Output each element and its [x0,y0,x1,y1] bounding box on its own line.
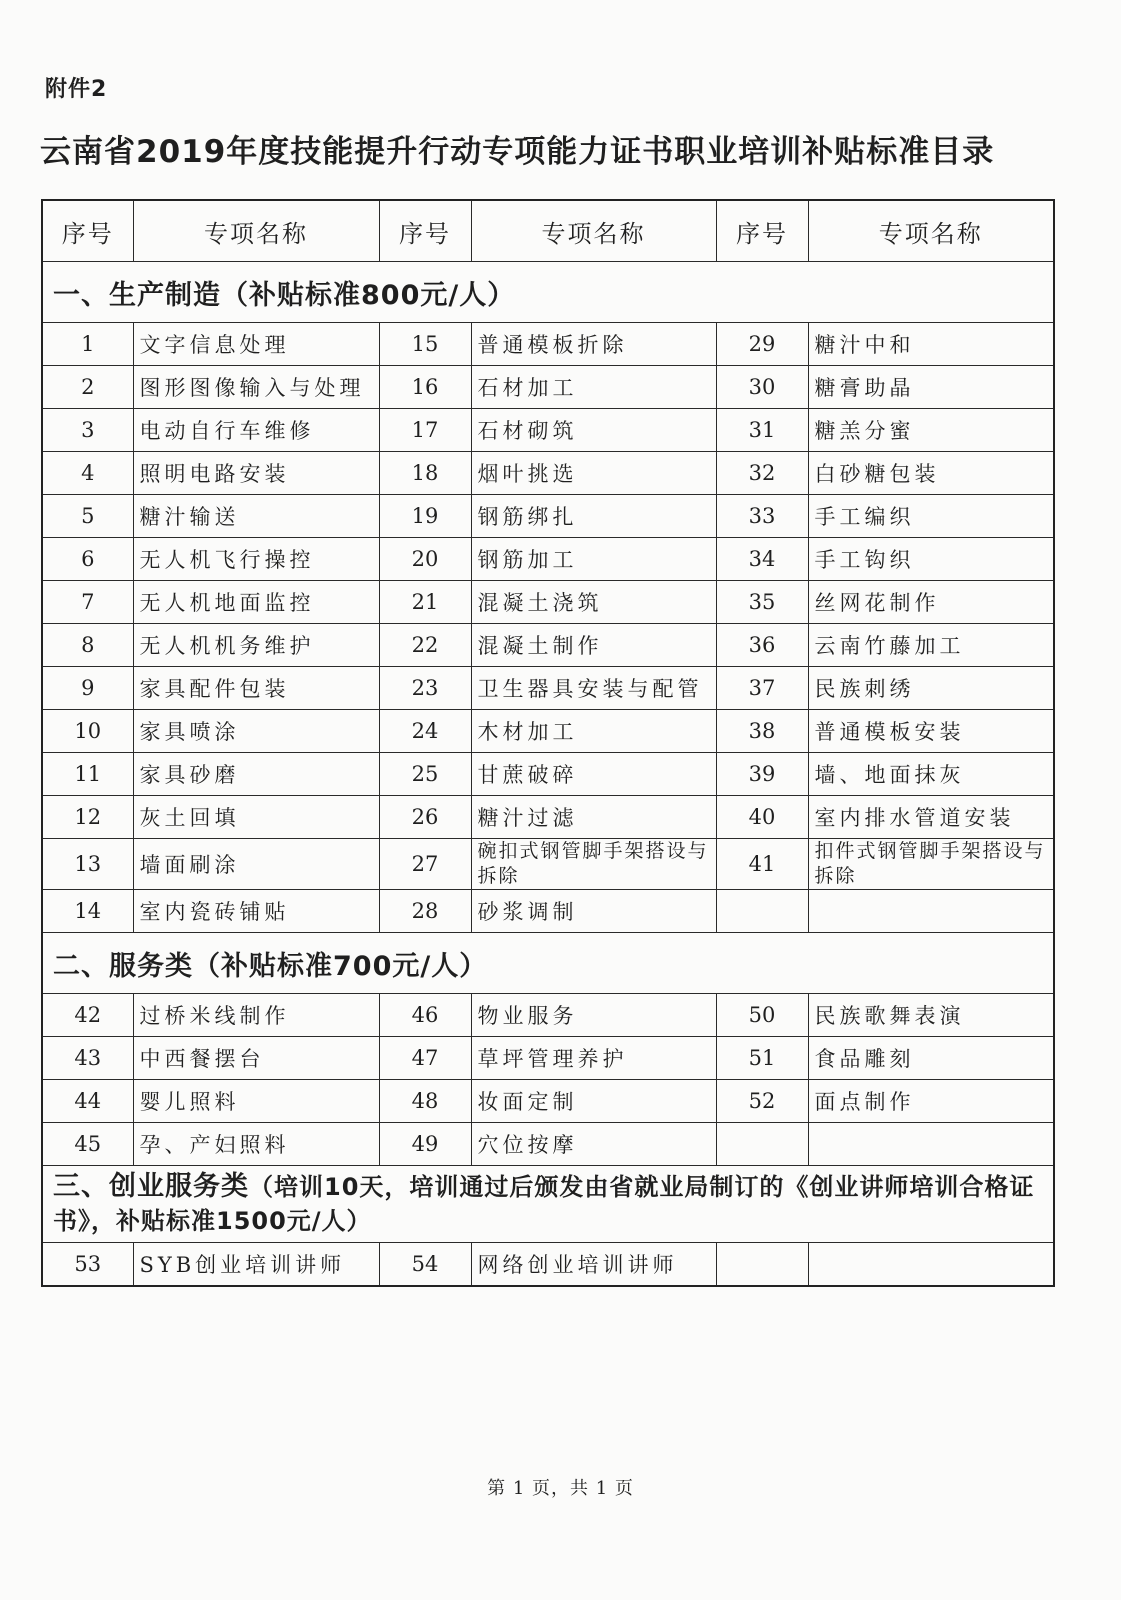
subsidy-table [41,199,1055,1287]
item-name: 混凝土浇筑 [471,581,716,624]
item-name: 家具配件包装 [133,667,379,710]
item-name: SYB创业培训讲师 [133,1243,379,1287]
table-row [42,994,1054,1037]
item-number: 48 [379,1080,471,1123]
item-number: 19 [379,495,471,538]
item-number: 40 [716,796,808,839]
item-name: 木材加工 [471,710,716,753]
item-number: 50 [716,994,808,1037]
table-row [42,581,1054,624]
item-name: 室内排水管道安装 [808,796,1054,839]
table-header-row [42,200,1054,262]
item-number: 9 [42,667,133,710]
table-row [42,1243,1054,1287]
item-name: 糖膏助晶 [808,366,1054,409]
item-name: 石材加工 [471,366,716,409]
header-cell: 序号 [716,200,808,262]
item-number: 52 [716,1080,808,1123]
item-number: 43 [42,1037,133,1080]
item-name: 图形图像输入与处理 [133,366,379,409]
header-cell: 专项名称 [133,200,379,262]
item-name: 无人机飞行操控 [133,538,379,581]
item-name: 糖羔分蜜 [808,409,1054,452]
item-name [808,1243,1054,1287]
item-name: 云南竹藤加工 [808,624,1054,667]
item-name: 卫生器具安装与配管 [471,667,716,710]
item-number: 44 [42,1080,133,1123]
item-number: 15 [379,323,471,366]
item-number: 2 [42,366,133,409]
item-name: 白砂糖包装 [808,452,1054,495]
item-number: 7 [42,581,133,624]
item-name: 孕、产妇照料 [133,1123,379,1166]
item-number: 18 [379,452,471,495]
item-number: 42 [42,994,133,1037]
table-row [42,796,1054,839]
item-number: 30 [716,366,808,409]
table-row [42,753,1054,796]
item-name: 钢筋绑扎 [471,495,716,538]
item-number: 13 [42,839,133,890]
item-number: 29 [716,323,808,366]
item-name: 家具砂磨 [133,753,379,796]
table-row [42,323,1054,366]
item-number: 35 [716,581,808,624]
item-name: 民族歌舞表演 [808,994,1054,1037]
attachment-label: 附件2 [45,77,108,102]
item-name: 灰土回填 [133,796,379,839]
section-heading-row [42,262,1054,323]
item-number: 12 [42,796,133,839]
page-footer: 第 1 页，共 1 页 [487,1478,634,1499]
table-row [42,366,1054,409]
table-row [42,538,1054,581]
header-cell: 专项名称 [471,200,716,262]
header-cell: 序号 [379,200,471,262]
item-name: 糖汁过滤 [471,796,716,839]
item-number: 20 [379,538,471,581]
item-name: 文字信息处理 [133,323,379,366]
item-name: 食品雕刻 [808,1037,1054,1080]
table-row [42,624,1054,667]
item-name: 妆面定制 [471,1080,716,1123]
table-row [42,1080,1054,1123]
item-name: 过桥米线制作 [133,994,379,1037]
item-name: 甘蔗破碎 [471,753,716,796]
section-title: 三、创业服务类 [53,1171,249,1202]
section-title: 一、生产制造（补贴标准800元/人） [53,279,516,311]
section-heading [42,1166,1054,1243]
item-number: 54 [379,1243,471,1287]
page-title: 云南省2019年度技能提升行动专项能力证书职业培训补贴标准目录 [40,134,995,170]
item-name: 面点制作 [808,1080,1054,1123]
table-row [42,495,1054,538]
item-number [716,1243,808,1287]
item-number: 47 [379,1037,471,1080]
item-number: 49 [379,1123,471,1166]
item-number: 11 [42,753,133,796]
item-name: 普通模板安装 [808,710,1054,753]
item-name: 糖汁输送 [133,495,379,538]
item-name: 穴位按摩 [471,1123,716,1166]
item-name: 物业服务 [471,994,716,1037]
item-name: 电动自行车维修 [133,409,379,452]
header-cell: 专项名称 [808,200,1054,262]
item-number: 1 [42,323,133,366]
item-name: 室内瓷砖铺贴 [133,890,379,933]
item-number: 14 [42,890,133,933]
item-number: 45 [42,1123,133,1166]
item-name [808,1123,1054,1166]
table-row [42,1037,1054,1080]
item-name: 碗扣式钢管脚手架搭设与拆除 [471,839,716,890]
item-number: 23 [379,667,471,710]
item-name [808,890,1054,933]
item-number: 3 [42,409,133,452]
item-number: 17 [379,409,471,452]
item-name: 混凝土制作 [471,624,716,667]
item-number: 46 [379,994,471,1037]
section-heading [42,262,1054,323]
header-cell: 序号 [42,200,133,262]
item-number: 41 [716,839,808,890]
item-number: 5 [42,495,133,538]
item-number: 37 [716,667,808,710]
item-number: 6 [42,538,133,581]
item-number: 16 [379,366,471,409]
item-name: 中西餐摆台 [133,1037,379,1080]
item-name: 家具喷涂 [133,710,379,753]
item-name: 手工钩织 [808,538,1054,581]
item-number: 21 [379,581,471,624]
table-row [42,839,1054,890]
item-number: 25 [379,753,471,796]
section-heading-row [42,933,1054,994]
item-name: 婴儿照料 [133,1080,379,1123]
table-row [42,890,1054,933]
item-number: 27 [379,839,471,890]
item-name: 草坪管理养护 [471,1037,716,1080]
item-name: 钢筋加工 [471,538,716,581]
item-name: 糖汁中和 [808,323,1054,366]
item-number: 36 [716,624,808,667]
table-row [42,1123,1054,1166]
section-heading-row [42,1166,1054,1243]
section-heading [42,933,1054,994]
item-name: 墙、地面抹灰 [808,753,1054,796]
item-name: 无人机机务维护 [133,624,379,667]
item-name: 网络创业培训讲师 [471,1243,716,1287]
item-number: 4 [42,452,133,495]
item-number: 22 [379,624,471,667]
item-number: 26 [379,796,471,839]
item-number: 8 [42,624,133,667]
item-name: 民族刺绣 [808,667,1054,710]
table-row [42,409,1054,452]
item-number: 10 [42,710,133,753]
item-number: 39 [716,753,808,796]
item-number: 24 [379,710,471,753]
item-name: 丝网花制作 [808,581,1054,624]
item-name: 手工编织 [808,495,1054,538]
item-number: 38 [716,710,808,753]
item-name: 普通模板折除 [471,323,716,366]
table-row [42,667,1054,710]
item-name: 照明电路安装 [133,452,379,495]
item-number: 33 [716,495,808,538]
item-number: 51 [716,1037,808,1080]
section-title: 二、服务类（补贴标准700元/人） [53,950,488,982]
item-number [716,1123,808,1166]
table-row [42,452,1054,495]
item-name: 无人机地面监控 [133,581,379,624]
item-name: 墙面刷涂 [133,839,379,890]
item-number: 28 [379,890,471,933]
item-name: 烟叶挑选 [471,452,716,495]
item-number: 31 [716,409,808,452]
item-name: 砂浆调制 [471,890,716,933]
section-note: （培训10天，培训通过后颁发由省就业局制订的《创业讲师培训合格证书》，补贴标准1500元/人） [53,1173,1035,1235]
item-number: 32 [716,452,808,495]
table-row [42,710,1054,753]
item-name: 扣件式钢管脚手架搭设与拆除 [808,839,1054,890]
item-number: 53 [42,1243,133,1287]
item-number: 34 [716,538,808,581]
item-number [716,890,808,933]
item-name: 石材砌筑 [471,409,716,452]
